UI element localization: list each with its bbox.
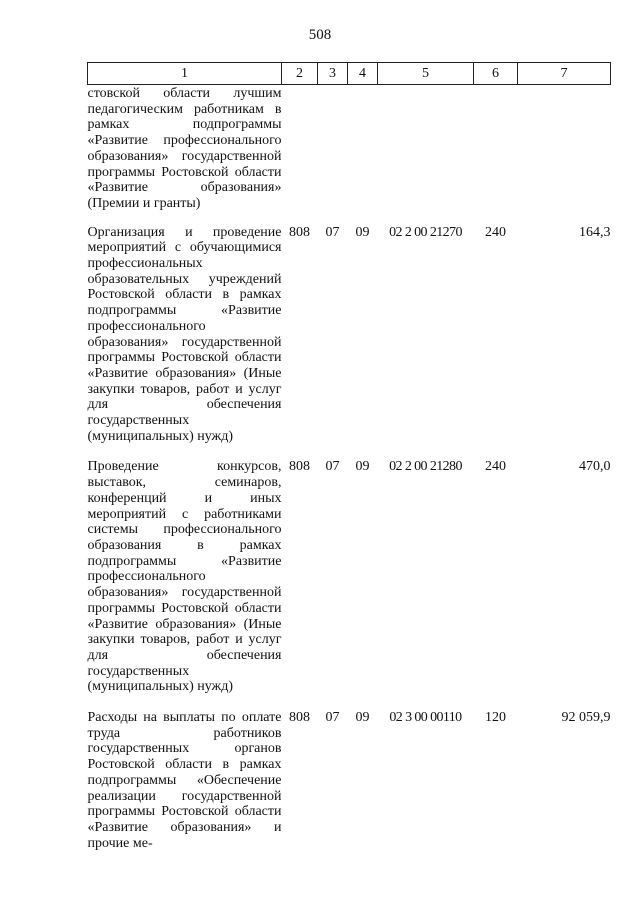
row-target-code: 02 2 00 21280 [389, 459, 462, 475]
table-header-row [88, 63, 611, 85]
row-amount: 470,0 [579, 459, 611, 475]
row-ministry-code: 808 [289, 459, 310, 475]
column-header-7: 7 [518, 63, 611, 85]
row-description: Расходы на выплаты по оплате труда работников государственных органов Ростовской области в рамках подпрограммы «Обеспечение реализации государственной программы Ростовской области «Развитие образования» и прочие ме- [87, 710, 282, 851]
row-ministry-code [282, 85, 318, 225]
row-description: Проведение конкурсов, выставок, семинаров, конференций и иных мероприятий с работниками системы профессионального образования в рамках подпрограммы «Развитие профессионального образования» государственной программы Ростовской области «Развитие образования» (Иные закупки товаров, работ и услуг для обеспечения государственных (муниципальных) нужд) [87, 459, 282, 695]
row-section-code: 07 [325, 459, 340, 475]
row-target-code: 02 2 00 21270 [389, 224, 462, 240]
row-amount: 92 059,9 [561, 710, 611, 726]
column-header-2: 2 [282, 63, 318, 85]
table-row [88, 710, 611, 866]
row-subsection-code: 09 [355, 224, 370, 240]
row-expense-type: 240 [485, 459, 506, 475]
column-header-4: 4 [348, 63, 378, 85]
column-header-3: 3 [318, 63, 348, 85]
table-row [88, 459, 611, 710]
column-header-6: 6 [474, 63, 518, 85]
row-ministry-code: 808 [289, 710, 310, 726]
column-header-5: 5 [378, 63, 474, 85]
row-subsection-code: 09 [355, 710, 370, 726]
row-expense-type: 120 [485, 710, 506, 726]
budget-table [87, 62, 611, 866]
page-number: 508 [308, 27, 332, 43]
row-ministry-code: 808 [289, 224, 310, 240]
table-row [88, 225, 611, 460]
row-section-code [318, 85, 348, 225]
row-target-code [378, 85, 474, 225]
row-description: стовской области лучшим педагогическим работникам в рамках подпрограммы «Развитие профессионального образования» государственной программы Ростовской области «Развитие образования» (Премии и гранты) [87, 86, 282, 211]
row-description: Организация и проведение мероприятий с обучающимися профессиональных образовательных учреждений Ростовской области в рамках подпрограммы «Развитие профессионального образования» государственной программы Ростовской области «Развитие образования» (Иные закупки товаров, работ и услуг для обеспечения государственных (муниципальных) нужд) [87, 224, 282, 444]
row-subsection-code: 09 [355, 459, 370, 475]
row-section-code: 07 [325, 224, 340, 240]
row-subsection-code [348, 85, 378, 225]
row-expense-type: 240 [485, 224, 506, 240]
row-amount [518, 85, 611, 225]
row-target-code: 02 3 00 00110 [389, 710, 462, 726]
row-expense-type [474, 85, 518, 225]
table-row [88, 85, 611, 225]
row-amount: 164,3 [579, 224, 611, 240]
row-section-code: 07 [325, 710, 340, 726]
column-header-1: 1 [88, 63, 282, 85]
